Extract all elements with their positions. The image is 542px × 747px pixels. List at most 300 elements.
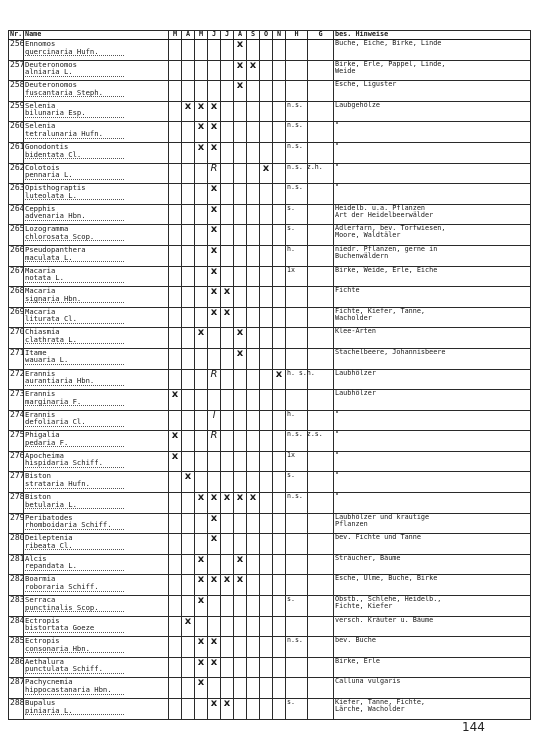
month-mark <box>169 699 182 720</box>
header-month: N <box>273 31 286 40</box>
remarks-cell <box>334 348 531 369</box>
month-mark <box>195 60 208 81</box>
month-mark <box>169 122 182 143</box>
month-mark <box>273 657 286 678</box>
month-mark <box>234 184 247 205</box>
month-mark <box>260 225 273 246</box>
month-mark <box>260 493 273 514</box>
header-month: M <box>169 31 182 40</box>
remark-line: versch. Kräuter u. Bäume <box>335 615 434 624</box>
remarks-cell <box>334 431 531 452</box>
g-cell <box>308 40 334 61</box>
month-mark <box>260 596 273 617</box>
remark-line: niedr. Pflanzen, gerne in <box>335 244 438 253</box>
table-row <box>9 225 531 246</box>
remark-line: " <box>335 471 340 480</box>
month-mark: x <box>208 657 221 678</box>
month-mark: x <box>208 204 221 225</box>
species-epithet: punctinalis Scop. <box>25 604 124 613</box>
g-cell <box>308 142 334 163</box>
species-name-cell <box>24 369 169 390</box>
g-cell <box>308 390 334 411</box>
month-mark: l <box>208 410 221 431</box>
month-mark <box>221 40 234 61</box>
species-name-cell <box>24 204 169 225</box>
month-mark <box>273 348 286 369</box>
month-mark <box>182 637 195 658</box>
row-number: 284 <box>9 616 24 637</box>
g-cell <box>308 328 334 349</box>
remarks-cell <box>334 40 531 61</box>
remark-line: " <box>335 492 340 501</box>
species-name-cell <box>24 287 169 308</box>
genus-name: Phigalia <box>25 430 60 440</box>
abundance-cell: 1x <box>286 451 308 472</box>
remark-line: Laubhölzer <box>335 368 376 377</box>
table-body <box>9 40 531 720</box>
remark-line: Fichte, Kiefer <box>335 602 393 611</box>
month-mark <box>169 328 182 349</box>
remarks-cell <box>334 184 531 205</box>
table-row <box>9 81 531 102</box>
table-row <box>9 513 531 534</box>
month-mark <box>260 40 273 61</box>
genus-name: Lozogramma <box>25 224 69 234</box>
species-name-cell <box>24 307 169 328</box>
month-mark <box>247 122 260 143</box>
month-mark <box>169 101 182 122</box>
species-epithet: maculata L. <box>25 254 124 263</box>
abundance-cell <box>286 60 308 81</box>
month-mark <box>182 266 195 287</box>
month-mark: x <box>208 307 221 328</box>
g-cell <box>308 678 334 699</box>
month-mark <box>182 245 195 266</box>
month-mark <box>182 369 195 390</box>
month-mark <box>273 410 286 431</box>
month-mark <box>195 307 208 328</box>
remark-line: Laubhölzer und krautige <box>335 512 430 521</box>
month-mark <box>260 369 273 390</box>
species-name-cell <box>24 348 169 369</box>
month-mark: x <box>195 493 208 514</box>
table-row <box>9 245 531 266</box>
species-name-cell <box>24 163 169 184</box>
species-epithet: luteolata L. <box>25 192 124 201</box>
species-name-cell <box>24 616 169 637</box>
remark-line: Lärche, Wacholder <box>335 705 405 714</box>
month-mark <box>221 266 234 287</box>
species-epithet: pennaria L. <box>25 171 124 180</box>
month-mark: x <box>260 163 273 184</box>
month-mark <box>273 637 286 658</box>
month-mark <box>182 40 195 61</box>
month-mark <box>234 678 247 699</box>
month-mark <box>208 81 221 102</box>
genus-name: Opisthograptis <box>25 183 86 193</box>
species-name-cell <box>24 60 169 81</box>
remark-line: " <box>335 141 340 150</box>
month-mark <box>273 575 286 596</box>
species-epithet: notata L. <box>25 274 124 283</box>
month-mark <box>169 225 182 246</box>
table-row <box>9 101 531 122</box>
month-mark <box>221 328 234 349</box>
month-mark <box>273 225 286 246</box>
table-row <box>9 142 531 163</box>
month-mark <box>247 410 260 431</box>
species-epithet: signaria Hbn. <box>25 295 124 304</box>
row-number: 271 <box>9 348 24 369</box>
header-month: S <box>247 31 260 40</box>
month-mark <box>273 472 286 493</box>
month-mark <box>234 225 247 246</box>
table-row <box>9 616 531 637</box>
month-mark <box>234 287 247 308</box>
table-row <box>9 554 531 575</box>
month-mark <box>169 307 182 328</box>
g-cell <box>308 184 334 205</box>
month-mark <box>234 596 247 617</box>
month-mark <box>221 616 234 637</box>
month-mark <box>273 699 286 720</box>
month-mark <box>221 348 234 369</box>
species-name-cell <box>24 637 169 658</box>
month-mark <box>208 616 221 637</box>
month-mark <box>221 60 234 81</box>
month-mark <box>260 657 273 678</box>
species-epithet: liturata Cl. <box>25 315 124 324</box>
month-mark: x <box>234 60 247 81</box>
month-mark <box>182 287 195 308</box>
g-cell <box>308 225 334 246</box>
remarks-cell <box>334 307 531 328</box>
month-mark <box>182 204 195 225</box>
month-mark <box>182 163 195 184</box>
month-mark <box>260 699 273 720</box>
month-mark <box>208 390 221 411</box>
row-number: 276 <box>9 451 24 472</box>
species-name-cell <box>24 225 169 246</box>
table-row <box>9 307 531 328</box>
remarks-cell <box>334 390 531 411</box>
g-cell <box>308 307 334 328</box>
month-mark <box>208 554 221 575</box>
month-mark: R <box>208 369 221 390</box>
genus-name: Erannis <box>25 389 56 399</box>
month-mark <box>169 616 182 637</box>
species-name-cell <box>24 410 169 431</box>
month-mark <box>169 534 182 555</box>
month-mark <box>182 81 195 102</box>
species-epithet: marginaria F. <box>25 398 124 407</box>
month-mark: x <box>273 369 286 390</box>
g-cell <box>308 534 334 555</box>
month-mark <box>234 163 247 184</box>
species-name-cell <box>24 534 169 555</box>
month-mark <box>273 142 286 163</box>
species-epithet: bilunaria Esp. <box>25 109 124 118</box>
month-mark <box>260 554 273 575</box>
g-cell <box>308 493 334 514</box>
g-cell <box>308 699 334 720</box>
month-mark: x <box>208 184 221 205</box>
month-mark: x <box>221 307 234 328</box>
month-mark <box>221 204 234 225</box>
genus-name: Apocheima <box>25 450 64 460</box>
month-mark <box>195 616 208 637</box>
genus-name: Bupalus <box>25 698 56 707</box>
month-mark <box>260 328 273 349</box>
month-mark <box>234 390 247 411</box>
remarks-cell <box>334 328 531 349</box>
genus-name: Pseudopanthera <box>25 244 86 254</box>
month-mark <box>247 184 260 205</box>
g-cell <box>308 122 334 143</box>
month-mark: x <box>208 266 221 287</box>
month-mark: x <box>195 678 208 699</box>
page-number: 144 <box>462 720 485 734</box>
row-number: 258 <box>9 81 24 102</box>
month-mark <box>169 287 182 308</box>
month-mark <box>208 472 221 493</box>
row-number: 260 <box>9 122 24 143</box>
month-mark <box>195 40 208 61</box>
genus-name: Macaria <box>25 286 56 296</box>
species-name-cell <box>24 657 169 678</box>
remark-line: Esche, Ulme, Buche, Birke <box>335 574 438 583</box>
genus-name: Biston <box>25 492 51 502</box>
month-mark <box>169 657 182 678</box>
remark-line: Heidelb. u.a. Pflanzen <box>335 203 426 212</box>
month-mark <box>234 307 247 328</box>
genus-name: Gonodontis <box>25 141 69 151</box>
month-mark <box>182 678 195 699</box>
month-mark <box>260 348 273 369</box>
header-name: Name <box>24 31 169 40</box>
genus-name: Macaria <box>25 265 56 275</box>
month-mark <box>221 410 234 431</box>
remark-line: Art der Heidelbeerwälder <box>335 210 434 219</box>
abundance-cell <box>286 513 308 534</box>
month-mark <box>182 596 195 617</box>
row-number: 256 <box>9 40 24 61</box>
month-mark: x <box>169 390 182 411</box>
table-row <box>9 369 531 390</box>
abundance-cell <box>286 616 308 637</box>
month-mark <box>234 410 247 431</box>
species-name-cell <box>24 678 169 699</box>
month-mark <box>195 348 208 369</box>
month-mark <box>182 431 195 452</box>
table-row <box>9 596 531 617</box>
month-mark <box>260 390 273 411</box>
species-name-cell <box>24 184 169 205</box>
month-mark <box>247 225 260 246</box>
month-mark <box>195 163 208 184</box>
abundance-cell <box>286 575 308 596</box>
month-mark <box>247 287 260 308</box>
month-mark <box>260 287 273 308</box>
g-cell <box>308 266 334 287</box>
table-row <box>9 390 531 411</box>
g-cell <box>308 410 334 431</box>
month-mark: x <box>208 575 221 596</box>
month-mark <box>260 575 273 596</box>
month-mark <box>208 60 221 81</box>
abundance-cell <box>286 307 308 328</box>
abundance-cell: n.s. <box>286 637 308 658</box>
row-number: 259 <box>9 101 24 122</box>
remark-line: Fichte, Kiefer, Tanne, <box>335 306 426 315</box>
month-mark <box>169 245 182 266</box>
month-mark <box>169 596 182 617</box>
species-epithet: advenaria Hbn. <box>25 212 124 221</box>
g-cell <box>308 657 334 678</box>
genus-name: Deileptenia <box>25 533 73 543</box>
month-mark <box>182 60 195 81</box>
month-mark <box>273 266 286 287</box>
remarks-cell <box>334 513 531 534</box>
month-mark <box>182 451 195 472</box>
month-mark <box>247 451 260 472</box>
month-mark <box>260 431 273 452</box>
month-mark <box>182 534 195 555</box>
remarks-cell <box>334 596 531 617</box>
g-cell <box>308 60 334 81</box>
month-mark <box>169 40 182 61</box>
month-mark <box>169 348 182 369</box>
month-mark: x <box>208 142 221 163</box>
month-mark: x <box>208 287 221 308</box>
remark-line: " <box>335 121 340 130</box>
table-row <box>9 699 531 720</box>
month-mark <box>221 101 234 122</box>
abundance-cell: 1x <box>286 266 308 287</box>
abundance-cell: n.s. <box>286 101 308 122</box>
remarks-cell <box>334 410 531 431</box>
month-mark <box>273 390 286 411</box>
remark-line: Weide <box>335 66 356 75</box>
month-mark <box>169 493 182 514</box>
g-cell <box>308 513 334 534</box>
species-epithet: defoliaria Cl. <box>25 418 124 427</box>
month-mark <box>247 575 260 596</box>
month-mark <box>169 410 182 431</box>
month-mark <box>195 287 208 308</box>
header-nr: Nr. <box>10 30 23 38</box>
row-number: 261 <box>9 142 24 163</box>
remark-line: " <box>335 183 340 192</box>
header-row <box>9 31 531 40</box>
remarks-cell <box>334 122 531 143</box>
month-mark <box>247 554 260 575</box>
species-name-cell <box>24 266 169 287</box>
abundance-cell <box>286 657 308 678</box>
remarks-cell <box>334 369 531 390</box>
remarks-cell <box>334 637 531 658</box>
month-mark <box>260 122 273 143</box>
remarks-cell <box>334 657 531 678</box>
month-mark <box>260 616 273 637</box>
remarks-cell <box>334 678 531 699</box>
month-mark <box>169 678 182 699</box>
header-month: J <box>208 31 221 40</box>
genus-name: Erannis <box>25 368 56 378</box>
month-mark <box>273 163 286 184</box>
row-number: 264 <box>9 204 24 225</box>
genus-name: Chiasmia <box>25 327 60 337</box>
month-mark <box>260 184 273 205</box>
month-mark: x <box>195 554 208 575</box>
month-mark <box>182 348 195 369</box>
species-name-cell <box>24 245 169 266</box>
month-mark: R <box>208 163 221 184</box>
genus-name: Ennomos <box>25 39 56 48</box>
month-mark <box>247 163 260 184</box>
month-mark: x <box>234 554 247 575</box>
row-number: 266 <box>9 245 24 266</box>
month-mark <box>234 431 247 452</box>
month-mark <box>260 60 273 81</box>
remarks-cell <box>334 554 531 575</box>
abundance-cell: s. <box>286 204 308 225</box>
month-mark: x <box>234 493 247 514</box>
month-mark <box>273 534 286 555</box>
month-mark <box>234 266 247 287</box>
table-row <box>9 534 531 555</box>
month-mark: x <box>221 699 234 720</box>
month-mark <box>234 451 247 472</box>
remarks-cell <box>334 451 531 472</box>
month-mark <box>247 101 260 122</box>
month-mark: x <box>195 657 208 678</box>
table-row <box>9 657 531 678</box>
table-row <box>9 184 531 205</box>
table-row <box>9 575 531 596</box>
remarks-cell <box>334 287 531 308</box>
month-mark <box>208 596 221 617</box>
month-mark <box>273 81 286 102</box>
month-mark <box>247 431 260 452</box>
row-number: 279 <box>9 513 24 534</box>
month-mark <box>247 678 260 699</box>
month-mark: x <box>234 40 247 61</box>
month-mark: x <box>221 493 234 514</box>
table-row <box>9 431 531 452</box>
remark-line: bev. Fichte und Tanne <box>335 533 421 542</box>
month-mark: x <box>182 101 195 122</box>
row-number: 275 <box>9 431 24 452</box>
month-mark <box>208 678 221 699</box>
month-mark <box>182 513 195 534</box>
abundance-cell <box>286 554 308 575</box>
remark-line: Obstb., Schlehe, Heidelb., <box>335 595 442 604</box>
month-mark: x <box>169 431 182 452</box>
month-mark <box>221 554 234 575</box>
month-mark <box>169 472 182 493</box>
remark-line: " <box>335 430 340 439</box>
species-name-cell <box>24 122 169 143</box>
g-cell <box>308 287 334 308</box>
g-cell <box>308 575 334 596</box>
table-row <box>9 678 531 699</box>
month-mark <box>247 637 260 658</box>
month-mark <box>247 81 260 102</box>
month-mark: x <box>208 637 221 658</box>
table-row <box>9 328 531 349</box>
abundance-cell: h. <box>286 410 308 431</box>
